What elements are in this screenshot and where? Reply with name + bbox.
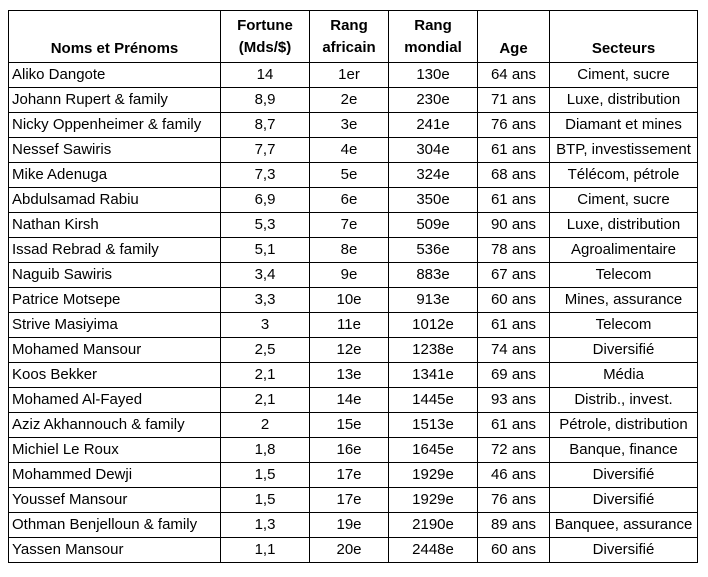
cell-age: 78 ans <box>478 238 550 263</box>
cell-name: Michiel Le Roux <box>9 438 221 463</box>
header-rank-africa-line2: africain <box>322 38 376 56</box>
cell-fortune: 1,5 <box>221 463 310 488</box>
cell-name: Aziz Akhannouch & family <box>9 413 221 438</box>
cell-name: Naguib Sawiris <box>9 263 221 288</box>
cell-fortune: 2,1 <box>221 388 310 413</box>
header-sector: Secteurs <box>550 11 698 63</box>
cell-name: Nathan Kirsh <box>9 213 221 238</box>
cell-name: Mike Adenuga <box>9 163 221 188</box>
cell-rank-world: 324e <box>389 163 478 188</box>
cell-rank-africa: 12e <box>310 338 389 363</box>
header-rank-africa-line1: Rang <box>330 16 368 34</box>
header-name: Noms et Prénoms <box>9 11 221 63</box>
cell-rank-world: 509e <box>389 213 478 238</box>
cell-rank-africa: 13e <box>310 363 389 388</box>
cell-rank-africa: 17e <box>310 488 389 513</box>
cell-rank-africa: 15e <box>310 413 389 438</box>
cell-rank-africa: 19e <box>310 513 389 538</box>
cell-age: 89 ans <box>478 513 550 538</box>
cell-name: Abdulsamad Rabiu <box>9 188 221 213</box>
cell-age: 46 ans <box>478 463 550 488</box>
cell-age: 72 ans <box>478 438 550 463</box>
cell-sector: Diversifié <box>550 488 698 513</box>
cell-rank-world: 536e <box>389 238 478 263</box>
header-fortune-line1: Fortune <box>237 16 293 34</box>
cell-rank-world: 913e <box>389 288 478 313</box>
cell-rank-world: 1645e <box>389 438 478 463</box>
table-row <box>9 388 698 413</box>
cell-fortune: 1,3 <box>221 513 310 538</box>
header-rank-world-line2: mondial <box>404 38 462 56</box>
cell-rank-world: 1513e <box>389 413 478 438</box>
table-row <box>9 188 698 213</box>
cell-age: 60 ans <box>478 288 550 313</box>
header-row <box>9 11 698 63</box>
header-age: Age <box>478 11 550 63</box>
cell-fortune: 7,7 <box>221 138 310 163</box>
cell-rank-africa: 17e <box>310 463 389 488</box>
table-row <box>9 538 698 563</box>
cell-rank-world: 130e <box>389 63 478 88</box>
cell-age: 61 ans <box>478 313 550 338</box>
cell-sector: Banquee, assurance <box>550 513 698 538</box>
cell-name: Koos Bekker <box>9 363 221 388</box>
cell-age: 76 ans <box>478 488 550 513</box>
cell-rank-world: 1929e <box>389 463 478 488</box>
cell-name: Mohamed Mansour <box>9 338 221 363</box>
cell-rank-africa: 10e <box>310 288 389 313</box>
cell-sector: Banque, finance <box>550 438 698 463</box>
cell-age: 60 ans <box>478 538 550 563</box>
cell-age: 69 ans <box>478 363 550 388</box>
cell-fortune: 5,3 <box>221 213 310 238</box>
cell-name: Mohammed Dewji <box>9 463 221 488</box>
cell-rank-world: 1238e <box>389 338 478 363</box>
cell-sector: Diamant et mines <box>550 113 698 138</box>
table-row <box>9 338 698 363</box>
table-row <box>9 238 698 263</box>
cell-name: Mohamed Al-Fayed <box>9 388 221 413</box>
cell-name: Youssef Mansour <box>9 488 221 513</box>
cell-name: Nessef Sawiris <box>9 138 221 163</box>
cell-rank-africa: 6e <box>310 188 389 213</box>
cell-rank-world: 2448e <box>389 538 478 563</box>
cell-fortune: 14 <box>221 63 310 88</box>
header-fortune <box>221 11 310 63</box>
table-row <box>9 88 698 113</box>
cell-sector: Telecom <box>550 263 698 288</box>
table-row <box>9 288 698 313</box>
billionaires-table <box>8 10 698 563</box>
cell-age: 71 ans <box>478 88 550 113</box>
cell-fortune: 7,3 <box>221 163 310 188</box>
cell-sector: Telecom <box>550 313 698 338</box>
cell-rank-africa: 8e <box>310 238 389 263</box>
cell-age: 61 ans <box>478 413 550 438</box>
cell-name: Othman Benjelloun & family <box>9 513 221 538</box>
cell-age: 93 ans <box>478 388 550 413</box>
cell-fortune: 2,5 <box>221 338 310 363</box>
table-row <box>9 413 698 438</box>
table-row <box>9 313 698 338</box>
cell-name: Yassen Mansour <box>9 538 221 563</box>
cell-age: 67 ans <box>478 263 550 288</box>
table-body <box>9 63 698 563</box>
cell-fortune: 2,1 <box>221 363 310 388</box>
cell-rank-africa: 14e <box>310 388 389 413</box>
cell-fortune: 2 <box>221 413 310 438</box>
cell-fortune: 3 <box>221 313 310 338</box>
table-row <box>9 163 698 188</box>
cell-name: Aliko Dangote <box>9 63 221 88</box>
cell-rank-africa: 11e <box>310 313 389 338</box>
cell-rank-world: 883e <box>389 263 478 288</box>
table-row <box>9 438 698 463</box>
cell-rank-africa: 3e <box>310 113 389 138</box>
cell-rank-world: 1445e <box>389 388 478 413</box>
cell-fortune: 1,5 <box>221 488 310 513</box>
cell-fortune: 8,9 <box>221 88 310 113</box>
cell-sector: Pétrole, distribution <box>550 413 698 438</box>
cell-rank-africa: 7e <box>310 213 389 238</box>
cell-rank-world: 241e <box>389 113 478 138</box>
cell-age: 61 ans <box>478 138 550 163</box>
cell-age: 68 ans <box>478 163 550 188</box>
cell-fortune: 5,1 <box>221 238 310 263</box>
cell-sector: Diversifié <box>550 463 698 488</box>
cell-sector: Mines, assurance <box>550 288 698 313</box>
header-fortune-line2: (Mds/$) <box>238 38 292 56</box>
cell-name: Nicky Oppenheimer & family <box>9 113 221 138</box>
cell-rank-africa: 5e <box>310 163 389 188</box>
cell-rank-africa: 1er <box>310 63 389 88</box>
cell-name: Strive Masiyima <box>9 313 221 338</box>
cell-sector: Diversifié <box>550 338 698 363</box>
header-rank-world-line1: Rang <box>414 16 452 34</box>
cell-sector: Média <box>550 363 698 388</box>
cell-rank-africa: 2e <box>310 88 389 113</box>
cell-fortune: 1,8 <box>221 438 310 463</box>
table-row <box>9 138 698 163</box>
cell-rank-world: 230e <box>389 88 478 113</box>
cell-fortune: 3,4 <box>221 263 310 288</box>
cell-rank-world: 1929e <box>389 488 478 513</box>
cell-sector: Luxe, distribution <box>550 88 698 113</box>
cell-fortune: 8,7 <box>221 113 310 138</box>
cell-age: 90 ans <box>478 213 550 238</box>
cell-name: Johann Rupert & family <box>9 88 221 113</box>
table-row <box>9 513 698 538</box>
table-row <box>9 113 698 138</box>
cell-sector: Ciment, sucre <box>550 63 698 88</box>
header-rank-world <box>389 11 478 63</box>
cell-rank-world: 304e <box>389 138 478 163</box>
table-row <box>9 463 698 488</box>
cell-age: 61 ans <box>478 188 550 213</box>
table-row <box>9 213 698 238</box>
cell-age: 76 ans <box>478 113 550 138</box>
cell-name: Patrice Motsepe <box>9 288 221 313</box>
header-rank-africa <box>310 11 389 63</box>
cell-fortune: 6,9 <box>221 188 310 213</box>
cell-rank-world: 1341e <box>389 363 478 388</box>
table-row <box>9 363 698 388</box>
cell-rank-africa: 4e <box>310 138 389 163</box>
table-row <box>9 488 698 513</box>
table-row <box>9 263 698 288</box>
cell-name: Issad Rebrad & family <box>9 238 221 263</box>
cell-rank-world: 2190e <box>389 513 478 538</box>
cell-fortune: 1,1 <box>221 538 310 563</box>
cell-sector: Ciment, sucre <box>550 188 698 213</box>
cell-age: 74 ans <box>478 338 550 363</box>
cell-sector: Luxe, distribution <box>550 213 698 238</box>
cell-sector: Distrib., invest. <box>550 388 698 413</box>
cell-rank-world: 1012e <box>389 313 478 338</box>
cell-rank-africa: 16e <box>310 438 389 463</box>
cell-fortune: 3,3 <box>221 288 310 313</box>
table-row <box>9 63 698 88</box>
cell-sector: BTP, investissement <box>550 138 698 163</box>
cell-rank-africa: 9e <box>310 263 389 288</box>
cell-rank-africa: 20e <box>310 538 389 563</box>
cell-rank-world: 350e <box>389 188 478 213</box>
cell-sector: Diversifié <box>550 538 698 563</box>
cell-sector: Télécom, pétrole <box>550 163 698 188</box>
cell-age: 64 ans <box>478 63 550 88</box>
cell-sector: Agroalimentaire <box>550 238 698 263</box>
